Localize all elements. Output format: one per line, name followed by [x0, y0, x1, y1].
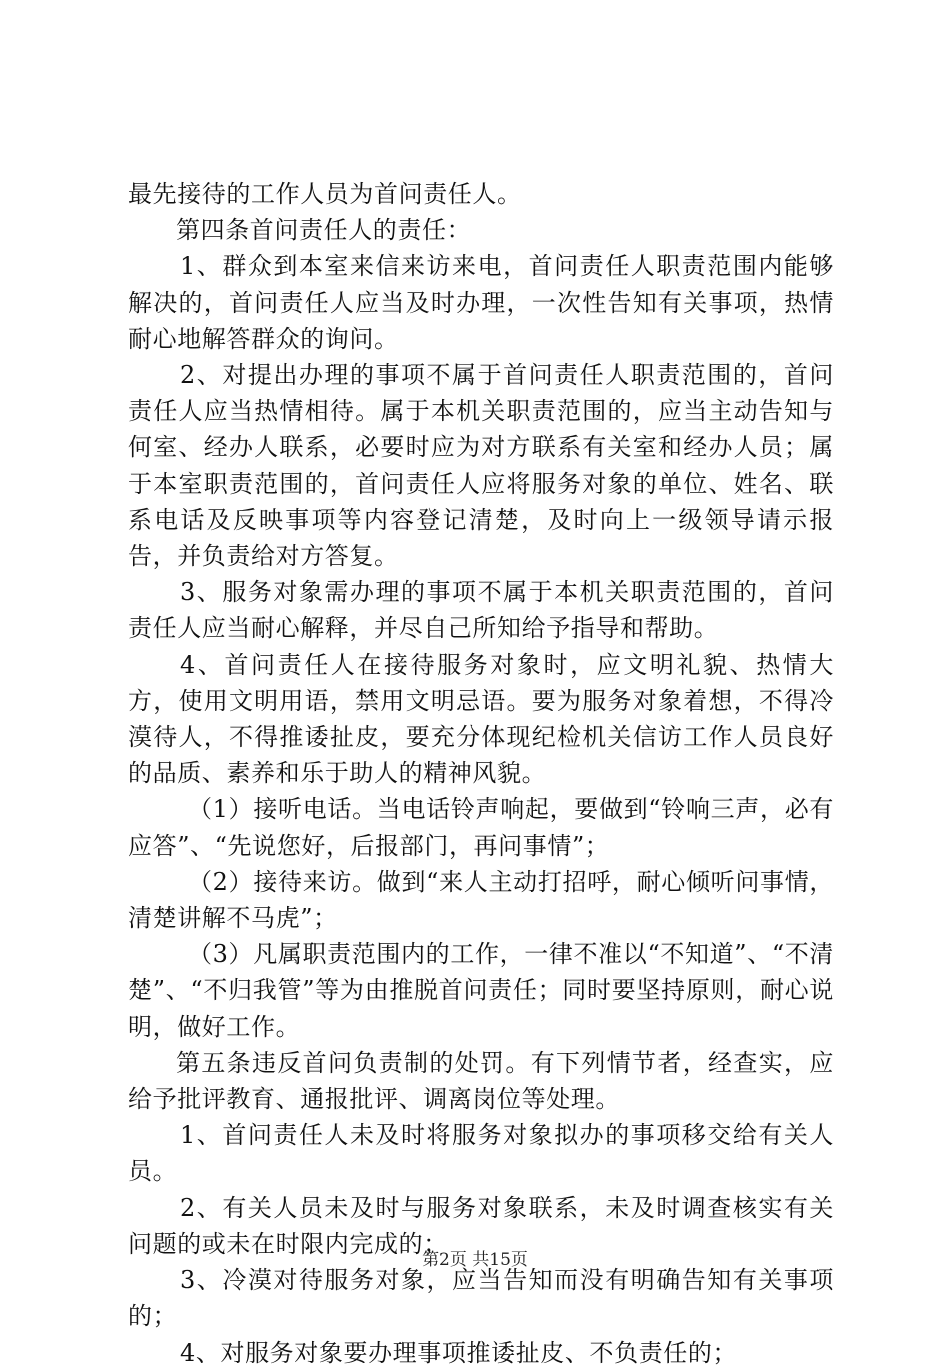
list-item: 1、首问责任人未及时将服务对象拟办的事项移交给有关人员。 — [128, 1121, 834, 1186]
sub-list-item: （1）接听电话。当电话铃声响起，要做到“铃响三声，必有应答”、“先说您好，后报部门，再问事情”； — [128, 795, 834, 860]
list-item: 3、服务对象需办理的事项不属于本机关职责范围的，首问责任人应当耐心解释，并尽自己所知给予指导和帮助。 — [128, 578, 834, 643]
list-item: 2、对提出办理的事项不属于首问责任人职责范围的，首问责任人应当热情相待。属于本机关职责范围的，应当主动告知与何室、经办人联系，必要时应为对方联系有关室和经办人员；属于本室职责范围的，首问责任人应将服务对象的单位、姓名、联系电话及反映事项等内容登记清楚，及时向上一级领导请示报告，并负责给对方答复。 — [128, 361, 834, 571]
list-item: 2、有关人员未及时与服务对象联系，未及时调查核实有关问题的或未在时限内完成的； — [128, 1193, 834, 1258]
page-number-footer: 第2页 共15页 — [422, 1250, 528, 1270]
list-item: 4、首问责任人在接待服务对象时，应文明礼貌、热情大方，使用文明用语，禁用文明忌语。要为服务对象着想，不得冷漠待人，不得推诿扯皮，要充分体现纪检机关信访工作人员良好的品质、素养和乐于助人的精神风貌。 — [128, 650, 834, 788]
list-item: 3、冷漠对待服务对象，应当告知而没有明确告知有关事项的； — [128, 1266, 834, 1331]
sub-list-item: （2）接待来访。做到“来人主动打招呼，耐心倾听问事情，清楚讲解不马虎”； — [128, 867, 834, 933]
document-body — [128, 176, 834, 1371]
sub-list-item: （3）凡属职责范围内的工作，一律不准以“不知道”、“不清楚”、“不归我管”等为由推脱首问责任；同时要坚持原则，耐心说明，做好工作。 — [128, 940, 834, 1041]
list-item: 1、群众到本室来信来访来电，首问责任人职责范围内能够解决的，首问责任人应当及时办理，一次性告知有关事项，热情耐心地解答群众的询问。 — [128, 252, 834, 353]
paragraph: 最先接待的工作人员为首问责任人。 — [128, 180, 522, 208]
list-item: 4、对服务对象要办理事项推诿扯皮、不负责任的； — [180, 1338, 738, 1367]
article-heading: 第四条首问责任人的责任： — [176, 216, 472, 245]
article-heading: 第五条违反首问负责制的处罚。有下列情节者，经查实，应给予批评教育、通报批评、调离岗位等处理。 — [128, 1048, 834, 1114]
